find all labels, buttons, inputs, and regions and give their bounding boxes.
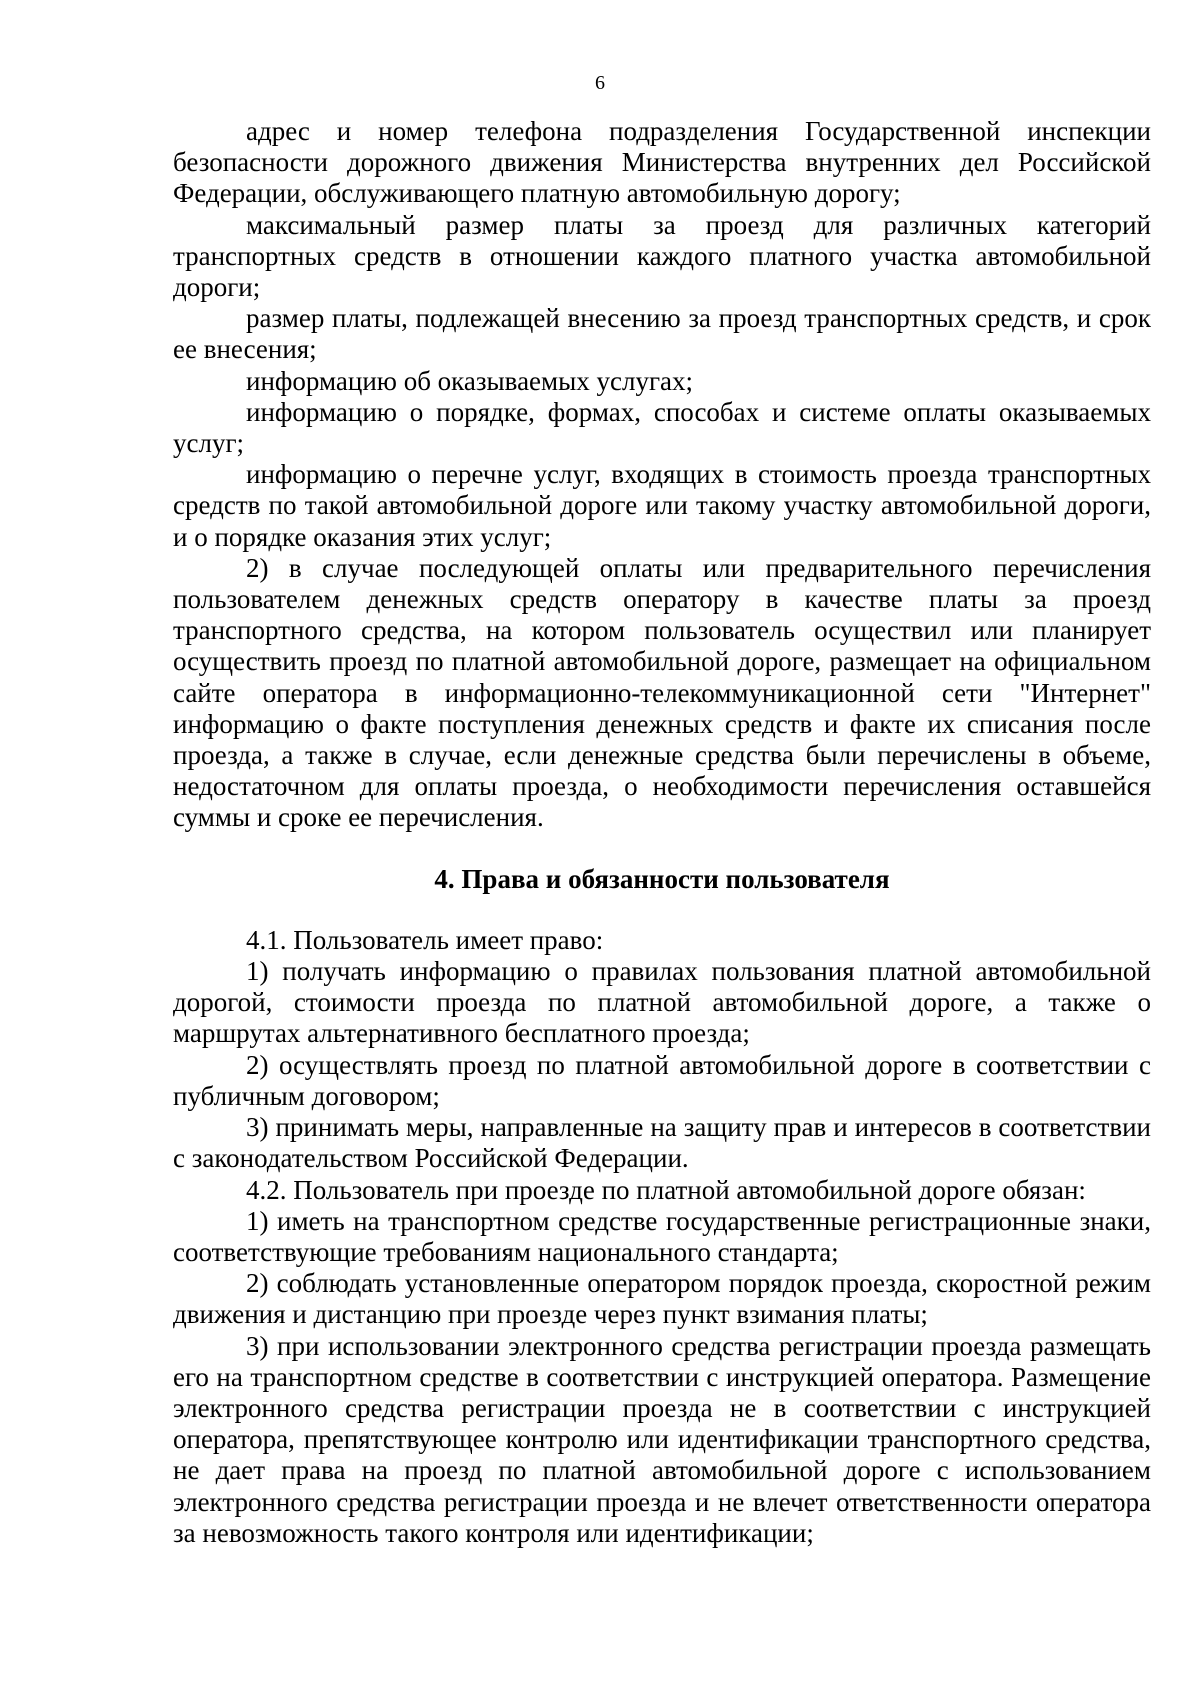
paragraph: адрес и номер телефона подразделения Государственной инспекции безопасности дорожного движения Министерства внутренних дел Российской Федерации, обслуживающего платную автомобильную дорогу; bbox=[173, 116, 1151, 209]
paragraph: 2) осуществлять проезд по платной автомобильной дороге в соответствии с публичным договором; bbox=[173, 1049, 1151, 1111]
paragraph: информацию об оказываемых услугах; bbox=[246, 365, 694, 396]
paragraph: 2) в случае последующей оплаты или предварительного перечисления пользователем денежных средств оператору в качестве платы за проезд транспортного средства, на котором пользователь осуществил или планирует осуществить проезд по платной автомобильной дороге, размещает на официальном сайте оператора в информационно-телекоммуникационной сети "Интернет" информацию о факте поступления денежных средств и факте их списания после проезда, а также в случае, если денежные средства были перечислены в объеме, недостаточном для оплаты проезда, о необходимости перечисления оставшейся суммы и сроке ее перечисления. bbox=[173, 552, 1151, 833]
paragraph: максимальный размер платы за проезд для различных категорий транспортных средств в отношении каждого платного участка автомобильной дороги; bbox=[173, 209, 1151, 303]
document-body bbox=[173, 116, 1151, 1549]
paragraph: 2) соблюдать установленные оператором порядок проезда, скоростной режим движения и дистанцию при проезде через пункт взимания платы; bbox=[173, 1268, 1151, 1330]
paragraph: 1) иметь на транспортном средстве государственные регистрационные знаки, соответствующие требованиям национального стандарта; bbox=[173, 1205, 1151, 1267]
paragraph: информацию о перечне услуг, входящих в стоимость проезда транспортных средств по такой автомобильной дороге или такому участку автомобильной дороги, и о порядке оказания этих услуг; bbox=[173, 459, 1151, 552]
paragraph: информацию о порядке, формах, способах и системе оплаты оказываемых услуг; bbox=[173, 396, 1151, 459]
paragraph: размер платы, подлежащей внесению за проезд транспортных средств, и срок ее внесения; bbox=[173, 303, 1151, 365]
paragraph: 4.1. Пользователь имеет право: bbox=[246, 924, 604, 955]
paragraph: 3) при использовании электронного средства регистрации проезда размещать его на транспортном средстве в соответствии с инструкцией оператора. Размещение электронного средства регистрации проезда не в соответствии с инструкцией оператора, препятствующее контролю или идентификации транспортного средства, не дает права на проезд по платной автомобильной дороге с использованием электронного средства регистрации проезда и не влечет ответственности оператора за невозможность такого контроля или идентификации; bbox=[173, 1330, 1151, 1548]
section-heading: 4. Права и обязанности пользователя bbox=[434, 863, 890, 894]
paragraph: 3) принимать меры, направленные на защиту прав и интересов в соответствии с законодательством Российской Федерации. bbox=[173, 1112, 1151, 1174]
paragraph: 4.2. Пользователь при проезде по платной автомобильной дороге обязан: bbox=[246, 1174, 1086, 1205]
page-number: 6 bbox=[595, 72, 605, 94]
paragraph: 1) получать информацию о правилах пользования платной автомобильной дорогой, стоимости проезда по платной автомобильной дороге, а также о маршрутах альтернативного бесплатного проезда; bbox=[173, 956, 1151, 1049]
